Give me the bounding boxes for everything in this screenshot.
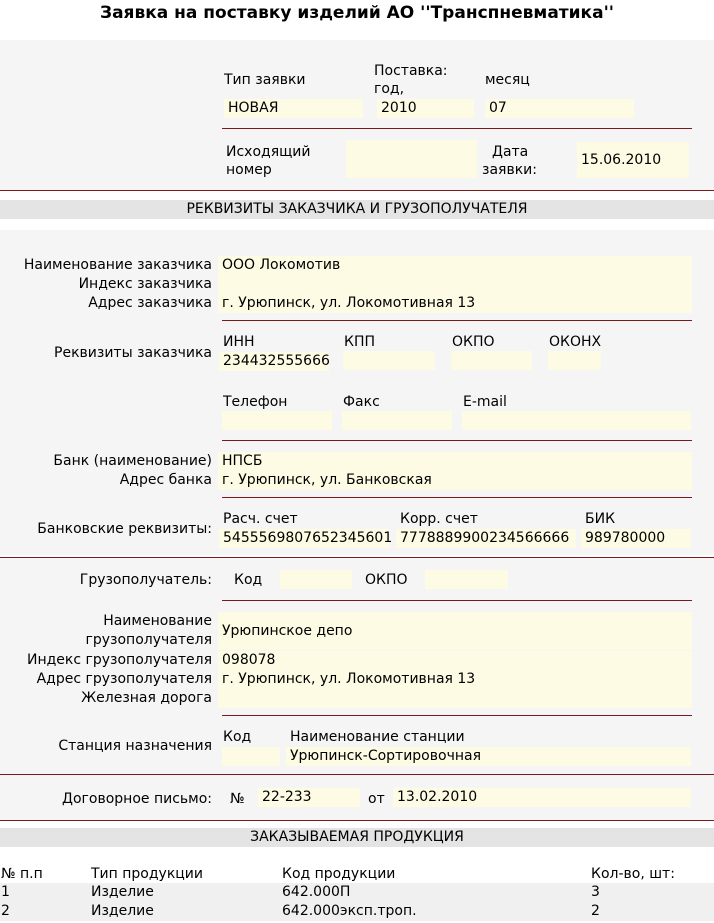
okonh-label: ОКОНХ	[549, 334, 602, 350]
divider	[222, 128, 692, 129]
date-label: Дата	[492, 144, 529, 160]
bik-label: БИК	[585, 511, 616, 527]
divider	[222, 715, 692, 716]
divider	[0, 820, 714, 821]
order-type-field[interactable]: НОВАЯ	[224, 99, 363, 118]
bank-address-label: Адрес банка	[119, 472, 212, 488]
fax-label: Факс	[343, 394, 380, 410]
consignee-name-label-2: грузополучателя	[85, 632, 212, 648]
table-row[interactable]	[0, 902, 714, 921]
divider	[222, 320, 692, 321]
date-label-2: заявки:	[482, 162, 537, 178]
inn-field[interactable]: 234432555666	[219, 352, 329, 371]
contract-label: Договорное письмо:	[62, 791, 212, 807]
customer-section-header: РЕКВИЗИТЫ ЗАКАЗЧИКА И ГРУЗОПОЛУЧАТЕЛЯ	[0, 200, 714, 219]
contract-from-label: от	[368, 791, 385, 807]
cell-type: Изделие	[91, 903, 154, 919]
cell-quantity: 2	[591, 903, 600, 919]
consignee-address-label: Адрес грузополучателя	[36, 671, 212, 687]
out-number-label: Исходящий	[226, 144, 311, 160]
contract-date-field[interactable]: 13.02.2010	[393, 788, 691, 807]
phone-field[interactable]	[222, 411, 332, 430]
fax-field[interactable]	[342, 411, 452, 430]
consignee-okpo-label: ОКПО	[365, 572, 408, 588]
bank-name-label: Банк (наименование)	[53, 453, 212, 469]
contract-number-field[interactable]: 22-233	[258, 788, 360, 807]
customer-index-field[interactable]	[218, 275, 692, 294]
cell-number: 2	[1, 903, 10, 919]
bik-field[interactable]: 989780000	[581, 529, 691, 548]
column-header-quantity: Кол-во, шт:	[591, 866, 675, 882]
month-label: месяц	[485, 72, 530, 88]
customer-address-label: Адрес заказчика	[88, 295, 212, 311]
customer-name-field[interactable]: ООО Локомотив	[218, 256, 692, 275]
okonh-field[interactable]	[548, 351, 601, 370]
account-label: Расч. счет	[223, 511, 298, 527]
date-field[interactable]: 15.06.2010	[577, 142, 689, 178]
cell-number: 1	[1, 884, 10, 900]
consignee-index-label: Индекс грузополучателя	[26, 652, 212, 668]
consignee-name-label: Наименование	[103, 613, 212, 629]
kpp-field[interactable]	[343, 351, 435, 370]
phone-label: Телефон	[223, 394, 288, 410]
order-type-label: Тип заявки	[224, 72, 306, 88]
column-header-code: Код продукции	[282, 866, 396, 882]
supply-label: Поставка:	[374, 63, 448, 79]
cell-code: 642.000П	[282, 884, 351, 900]
kpp-label: КПП	[344, 334, 375, 350]
consignee-name-field[interactable]: Урюпинское депо	[218, 612, 692, 650]
out-number-field[interactable]	[346, 140, 477, 178]
cell-type: Изделие	[91, 884, 154, 900]
corr-account-label: Корр. счет	[400, 511, 478, 527]
column-header-number: № п.п	[1, 866, 43, 882]
consignee-okpo-field[interactable]	[425, 570, 508, 589]
railway-field[interactable]	[218, 689, 692, 708]
customer-address-field[interactable]: г. Урюпинск, ул. Локомотивная 13	[218, 294, 692, 313]
account-field[interactable]: 5455569807652345601	[219, 529, 389, 548]
consignee-address-field[interactable]: г. Урюпинск, ул. Локомотивная 13	[218, 670, 692, 689]
email-field[interactable]	[462, 411, 691, 430]
consignee-index-field[interactable]: 098078	[218, 651, 692, 670]
products-section-header: ЗАКАЗЫВАЕМАЯ ПРОДУКЦИЯ	[0, 828, 714, 847]
month-field[interactable]: 07	[485, 99, 634, 118]
cell-code: 642.000эксп.троп.	[282, 903, 417, 919]
cell-quantity: 3	[591, 884, 600, 900]
customer-requisites-label: Реквизиты заказчика	[54, 345, 212, 361]
divider	[0, 190, 714, 191]
consignee-code-field[interactable]	[280, 570, 352, 589]
customer-name-label: Наименование заказчика	[23, 257, 212, 273]
station-code-label: Код	[223, 729, 252, 745]
station-code-field[interactable]	[222, 747, 280, 766]
railway-label: Железная дорога	[81, 690, 212, 706]
email-label: E-mail	[463, 394, 507, 410]
contract-number-sign: №	[230, 791, 245, 807]
year-field[interactable]: 2010	[377, 99, 474, 118]
divider	[222, 600, 692, 601]
consignee-code-label: Код	[234, 572, 263, 588]
consignee-label: Грузополучатель:	[79, 572, 212, 588]
station-label: Станция назначения	[58, 738, 212, 754]
column-header-type: Тип продукции	[91, 866, 204, 882]
page-title: Заявка на поставку изделий АО ''Транспневматика''	[100, 3, 614, 23]
out-number-label-2: номер	[226, 162, 272, 178]
table-row[interactable]	[0, 883, 714, 902]
corr-account-field[interactable]: 7778889900234566666	[396, 529, 576, 548]
station-name-field[interactable]: Урюпинск-Сортировочная	[286, 747, 691, 766]
bank-requisites-label: Банковские реквизиты:	[37, 521, 212, 537]
supply-year-label: год,	[374, 81, 405, 97]
bank-address-field[interactable]: г. Урюпинск, ул. Банковская	[218, 471, 692, 490]
station-name-label: Наименование станции	[290, 729, 465, 745]
okpo-label: ОКПО	[452, 334, 495, 350]
bank-name-field[interactable]: НПСБ	[218, 452, 692, 471]
okpo-field[interactable]	[451, 351, 532, 370]
divider	[222, 440, 692, 441]
inn-label: ИНН	[223, 334, 255, 350]
customer-index-label: Индекс заказчика	[78, 276, 212, 292]
divider	[222, 497, 692, 498]
